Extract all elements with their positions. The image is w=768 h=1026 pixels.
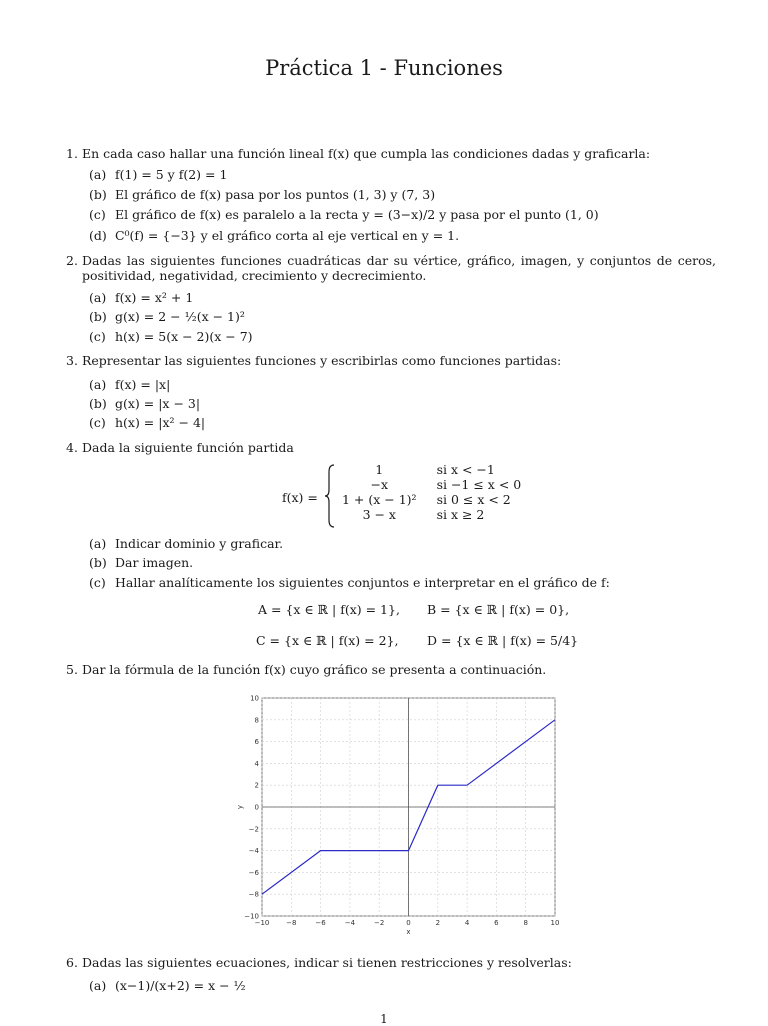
item-label: (d) [89, 228, 107, 243]
list-item [89, 536, 283, 551]
x-tick-label: −10 [254, 919, 270, 927]
list-item [89, 329, 253, 344]
piece-expr: 1 [375, 462, 384, 477]
set-b: B = {x ∈ ℝ | f(x) = 0}, [427, 602, 570, 617]
x-tick-label: −4 [344, 919, 356, 927]
question-number: 3. [66, 353, 78, 368]
item-text: Indicar dominio y graficar. [114, 536, 284, 551]
item-label: (c) [89, 575, 106, 590]
item-text: Hallar analíticamente los siguientes conjuntos e interpretar en el gráfico de f: [114, 575, 610, 590]
y-tick-label: 10 [250, 694, 259, 703]
item-text: h(x) = 5(x − 2)(x − 7) [114, 329, 253, 344]
y-tick-label: −6 [248, 868, 259, 877]
list-item [89, 377, 170, 392]
list-item [89, 290, 193, 305]
item-text: g(x) = |x − 3| [114, 396, 201, 411]
piece-expr: −x [370, 477, 389, 492]
y-tick-label: 6 [254, 738, 259, 747]
item-text: f(1) = 5 y f(2) = 1 [114, 167, 228, 182]
piece-cond: si −1 ≤ x < 0 [436, 477, 522, 492]
list-item [89, 187, 435, 202]
y-axis-label: y [236, 804, 244, 810]
list-item [89, 396, 200, 411]
table-row [342, 477, 521, 492]
set-d: D = {x ∈ ℝ | f(x) = 5/4} [427, 633, 579, 648]
x-tick-label: −6 [315, 919, 326, 927]
table-row [342, 492, 521, 507]
question-text: Dar la fórmula de la función f(x) cuyo gráfico se presenta a continuación. [82, 662, 547, 677]
item-text: f(x) = x² + 1 [114, 290, 194, 305]
question-number: 2. [66, 253, 78, 268]
y-tick-label: −8 [248, 890, 259, 899]
list-item [89, 228, 459, 243]
item-text: El gráfico de f(x) es paralelo a la recta y = (3−x)/2 y pasa por el punto (1, 0) [114, 207, 599, 222]
y-tick-label: 0 [254, 803, 259, 812]
y-tick-label: −10 [244, 912, 259, 921]
y-tick-label: 4 [254, 759, 259, 768]
item-text: h(x) = |x² − 4| [114, 415, 206, 430]
item-text: (x−1)/(x+2) = x − ½ [114, 978, 246, 993]
list-item [89, 555, 193, 570]
table-row [342, 462, 521, 477]
x-tick-label: 6 [494, 919, 499, 927]
item-label: (c) [89, 329, 106, 344]
piece-cond: si x ≥ 2 [436, 507, 485, 522]
question-text: Representar las siguientes funciones y escribirlas como funciones partidas: [82, 353, 562, 368]
x-tick-label: 2 [435, 919, 441, 927]
piecewise-lhs: f(x) = [282, 490, 318, 505]
item-label: (c) [89, 415, 106, 430]
list-item [89, 575, 610, 590]
item-label: (b) [89, 555, 107, 570]
list-item [89, 415, 205, 430]
item-text: f(x) = |x| [114, 377, 171, 392]
y-tick-label: 2 [254, 781, 259, 790]
piece-expr: 1 + (x − 1)² [342, 492, 417, 507]
item-text: Dar imagen. [114, 555, 194, 570]
item-label: (b) [89, 187, 107, 202]
x-tick-label: 10 [550, 919, 560, 927]
piece-cond: si 0 ≤ x < 2 [436, 492, 511, 507]
item-text: g(x) = 2 − ½(x − 1)² [114, 309, 245, 324]
item-label: (c) [89, 207, 106, 222]
list-item [89, 207, 599, 222]
item-label: (a) [89, 978, 107, 993]
question-number: 4. [66, 440, 78, 455]
question-text: Dadas las siguientes funciones cuadráticas dar su vértice, gráfico, imagen, y conjuntos de ceros, positividad, negatividad, crecimiento y decrecimiento. [82, 253, 716, 283]
x-tick-label: −2 [374, 919, 385, 927]
set-c: C = {x ∈ ℝ | f(x) = 2}, [256, 633, 399, 648]
question-number: 1. [66, 146, 78, 161]
table-row [342, 507, 521, 522]
y-tick-label: −2 [248, 825, 259, 834]
item-label: (a) [89, 536, 107, 551]
set-a: A = {x ∈ ℝ | f(x) = 1}, [258, 602, 400, 617]
list-item [89, 167, 227, 182]
item-label: (a) [89, 290, 107, 305]
function-chart [232, 690, 572, 940]
x-tick-label: 0 [406, 919, 411, 927]
x-tick-label: 8 [523, 919, 528, 927]
x-axis-label: x [406, 928, 411, 936]
list-item [89, 978, 246, 993]
piece-expr: 3 − x [362, 507, 396, 522]
page-title: Práctica 1 - Funciones [265, 56, 503, 80]
item-label: (a) [89, 167, 107, 182]
item-label: (b) [89, 396, 107, 411]
item-label: (a) [89, 377, 107, 392]
piecewise-table [342, 462, 521, 522]
left-brace-icon [324, 464, 336, 528]
list-item [89, 309, 245, 324]
item-text: El gráfico de f(x) pasa por los puntos (1, 3) y (7, 3) [114, 187, 436, 202]
y-tick-label: −4 [248, 847, 259, 856]
question-number: 6. [66, 955, 78, 970]
x-tick-label: 4 [464, 919, 470, 927]
question-text: Dada la siguiente función partida [82, 440, 294, 455]
y-tick-label: 8 [254, 716, 259, 725]
item-label: (b) [89, 309, 107, 324]
page-number: 1 [380, 1012, 388, 1026]
piece-cond: si x < −1 [436, 462, 495, 477]
question-text: En cada caso hallar una función lineal f(x) que cumpla las condiciones dadas y graficarla: [82, 146, 651, 161]
x-tick-label: −8 [286, 919, 297, 927]
question-number: 5. [66, 662, 78, 677]
item-text: C⁰(f) = {−3} y el gráfico corta al eje vertical en y = 1. [114, 228, 460, 243]
question-text: Dadas las siguientes ecuaciones, indicar si tienen restricciones y resolverlas: [82, 955, 572, 970]
